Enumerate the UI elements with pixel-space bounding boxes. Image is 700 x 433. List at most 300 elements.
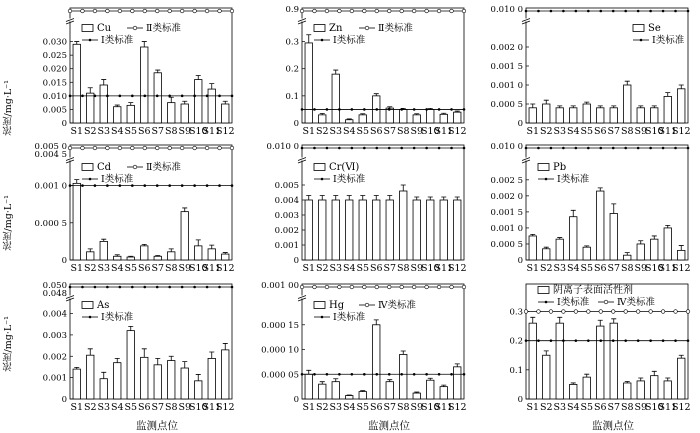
- standard-marker: [155, 146, 159, 150]
- x-axis-label-col-2: 监测点位: [368, 420, 410, 432]
- legend-marker: [640, 39, 643, 42]
- standard-marker: [437, 285, 441, 289]
- legend-bar-swatch: [314, 302, 325, 309]
- standard-line-1: [525, 339, 690, 342]
- error-bar-S12: [455, 197, 460, 200]
- bar-S1: [73, 44, 80, 123]
- error-bar-S6: [142, 42, 147, 47]
- standard-marker: [168, 146, 172, 150]
- standard-marker: [118, 9, 122, 13]
- standard-marker: [400, 285, 404, 289]
- bar-S2: [319, 200, 326, 260]
- error-bar-S9: [182, 208, 187, 212]
- y-tick-label-top: 0.010 0: [266, 142, 299, 152]
- standard-marker: [168, 184, 171, 187]
- x-tick-label: S9: [634, 402, 648, 413]
- bar-S3: [332, 382, 339, 399]
- standard-marker: [326, 147, 329, 150]
- error-bar-S10: [196, 240, 201, 246]
- error-bar-S9: [182, 101, 187, 104]
- bar-S3: [332, 200, 339, 260]
- error-bar-S10: [196, 374, 201, 380]
- bar-S3: [556, 323, 563, 399]
- y-tick-label: 0: [61, 256, 67, 266]
- x-tick-label: S4: [566, 263, 580, 274]
- legend-series-title: Zn: [329, 23, 343, 34]
- x-tick-label: S1: [526, 263, 540, 274]
- bar-S2: [319, 115, 326, 123]
- bar-S5: [359, 392, 366, 399]
- standard-marker: [193, 95, 196, 98]
- x-tick-label: S7: [607, 126, 621, 137]
- x-tick-label: S8: [620, 263, 634, 274]
- standard-marker: [624, 339, 627, 342]
- bar-S12: [454, 200, 461, 260]
- x-tick-label: S4: [342, 402, 356, 413]
- bar-S4: [346, 120, 353, 123]
- error-bar-S12: [679, 246, 684, 251]
- x-tick-label: S7: [151, 126, 165, 137]
- y-tick-label: 0.001: [42, 373, 67, 384]
- standard-marker: [301, 373, 304, 376]
- standard-marker: [143, 286, 146, 289]
- bar-S3: [332, 74, 339, 123]
- standard-marker: [231, 286, 234, 289]
- standard-marker: [325, 9, 329, 13]
- x-tick-label: S5: [356, 263, 370, 274]
- error-bar-S5: [128, 103, 133, 106]
- standard-marker: [587, 339, 590, 342]
- standard-marker: [624, 10, 627, 13]
- bar-S3: [100, 379, 107, 399]
- standard-marker: [119, 286, 122, 289]
- bar-S3: [556, 108, 563, 123]
- x-tick-label: S11: [434, 263, 454, 274]
- x-tick-label: S8: [620, 402, 634, 413]
- standard-marker: [661, 310, 665, 314]
- bar-S8: [624, 85, 631, 123]
- standard-line-1: [68, 9, 234, 13]
- error-bar-S3: [333, 379, 338, 382]
- chart-panel-2: [285, 5, 466, 137]
- legend-marker: [365, 26, 369, 30]
- standard-marker: [387, 285, 391, 289]
- bar-S11: [664, 381, 671, 399]
- standard-marker: [438, 147, 441, 150]
- standard-marker: [106, 95, 109, 98]
- standard-marker: [230, 9, 234, 13]
- x-tick-label: S9: [410, 402, 424, 413]
- standard-marker: [662, 147, 665, 150]
- legend-standard-label: Ⅱ类标准: [146, 162, 181, 173]
- bar-S4: [346, 200, 353, 260]
- standard-marker: [674, 339, 677, 342]
- standard-marker: [231, 184, 234, 187]
- bar-S2: [87, 355, 94, 399]
- bar-S11: [440, 387, 447, 399]
- standard-marker: [218, 95, 221, 98]
- standard-marker: [575, 147, 578, 150]
- bar-S4: [114, 256, 121, 260]
- error-bar-S8: [169, 249, 174, 252]
- x-tick-label: S3: [329, 402, 343, 413]
- standard-marker: [562, 310, 566, 314]
- standard-marker: [143, 184, 146, 187]
- x-tick-label: S11: [202, 402, 222, 413]
- legend-bar-swatch: [538, 287, 549, 294]
- standard-marker: [131, 95, 134, 98]
- standard-marker: [612, 339, 615, 342]
- error-bar-S11: [209, 245, 214, 249]
- x-tick-label: S2: [539, 126, 553, 137]
- standard-marker: [350, 9, 354, 13]
- standard-marker: [363, 9, 367, 13]
- legend-bar-swatch: [82, 25, 93, 32]
- standard-marker: [462, 285, 466, 289]
- chart-panel-4: [35, 142, 235, 274]
- bar-S7: [154, 73, 161, 123]
- x-tick-label: S2: [539, 402, 553, 413]
- x-tick-label: S7: [383, 126, 397, 137]
- bar-S9: [181, 104, 188, 123]
- x-tick-label: S8: [164, 402, 178, 413]
- y-tick-label-top: 0.010 0: [490, 142, 523, 152]
- bar-S1: [529, 108, 536, 123]
- standard-marker: [156, 184, 159, 187]
- standard-marker: [537, 147, 540, 150]
- bar-S2: [319, 384, 326, 399]
- x-tick-label: S3: [329, 263, 343, 274]
- y-tick-label-top: 0.010 0: [490, 5, 523, 15]
- legend-standard-label: Ⅰ类标准: [101, 312, 134, 323]
- y-tick-label: 0.002 0: [490, 43, 523, 53]
- y-tick-label: 0.000 5: [490, 239, 523, 250]
- chart-panel-1: [43, 8, 235, 137]
- error-bar-S7: [611, 319, 616, 323]
- standard-marker: [94, 184, 97, 187]
- standard-marker: [412, 9, 416, 13]
- y-axis-label-row-2: 浓度/mg·L⁻¹: [3, 195, 14, 251]
- legend: [82, 300, 134, 323]
- standard-marker: [636, 310, 640, 314]
- y-tick-label: 0.000 5: [490, 100, 523, 110]
- standard-marker: [388, 147, 391, 150]
- standard-marker: [143, 9, 147, 13]
- standard-marker: [94, 286, 97, 289]
- y-tick-label: 0.003: [274, 211, 299, 221]
- standard-marker: [611, 310, 615, 314]
- legend-marker: [321, 39, 324, 42]
- legend-bar-swatch: [82, 164, 93, 171]
- standard-marker: [206, 286, 209, 289]
- standard-marker: [301, 147, 304, 150]
- standard-marker: [131, 286, 134, 289]
- standard-marker: [69, 95, 72, 98]
- x-tick-label: S12: [447, 126, 467, 137]
- legend-standard-label: Ⅰ类标准: [101, 35, 134, 46]
- chart-panel-7: [43, 281, 235, 413]
- bar-S2: [87, 93, 94, 123]
- standard-marker: [375, 9, 379, 13]
- error-bar-S7: [155, 358, 160, 364]
- x-tick-label: S12: [447, 263, 467, 274]
- standard-marker: [326, 373, 329, 376]
- error-bar-S6: [598, 320, 603, 326]
- bar-S5: [359, 200, 366, 260]
- bar-S5: [583, 247, 590, 260]
- x-tick-label: S1: [70, 402, 84, 413]
- standard-marker: [550, 339, 553, 342]
- legend-marker: [321, 316, 324, 319]
- error-bar-S8: [401, 351, 406, 354]
- x-tick-label: S10: [644, 402, 664, 413]
- y-tick-label-top: 0.005 0: [34, 142, 67, 152]
- standard-marker: [168, 286, 171, 289]
- standard-marker: [363, 108, 366, 111]
- x-tick-label: S9: [178, 402, 192, 413]
- bar-S4: [114, 107, 121, 123]
- y-tick-label-top-2: 0.004 5: [34, 150, 67, 160]
- standard-marker: [338, 108, 341, 111]
- standard-marker: [649, 10, 652, 13]
- standard-marker: [180, 9, 184, 13]
- standard-marker: [687, 339, 690, 342]
- error-bar-S7: [611, 204, 616, 214]
- standard-marker: [450, 147, 453, 150]
- standard-line-1: [300, 9, 466, 13]
- x-tick-label: S5: [124, 402, 138, 413]
- x-tick-label: S6: [369, 263, 383, 274]
- bar-S7: [386, 382, 393, 399]
- error-bar-S2: [544, 100, 549, 104]
- standard-marker: [81, 146, 85, 150]
- standard-marker: [338, 9, 342, 13]
- standard-marker: [93, 9, 97, 13]
- standard-marker: [463, 147, 466, 150]
- standard-marker: [68, 146, 72, 150]
- standard-marker: [587, 10, 590, 13]
- legend: [82, 161, 181, 185]
- x-tick-label: S10: [188, 263, 208, 274]
- y-axis-label-row-3: 浓度/mg·L⁻¹: [3, 316, 14, 372]
- legend-marker: [89, 316, 92, 319]
- y-tick-label: 0.002: [274, 226, 299, 236]
- bar-S1: [305, 374, 312, 399]
- legend-marker: [604, 300, 608, 304]
- legend-standard-label: Ⅰ类标准: [101, 174, 134, 185]
- legend-standard-label: Ⅱ类标准: [378, 23, 413, 34]
- standard-marker: [300, 9, 304, 13]
- legend-standard-label: Ⅰ类标准: [652, 35, 685, 46]
- x-tick-label: S4: [566, 402, 580, 413]
- y-tick-label: 0.3: [285, 37, 299, 48]
- x-tick-label: S8: [164, 126, 178, 137]
- x-tick-label: S5: [124, 126, 138, 137]
- bar-S9: [637, 244, 644, 260]
- error-bar-S3: [101, 372, 106, 378]
- error-bar-S2: [544, 351, 549, 355]
- y-tick-label: 0.001 5: [490, 62, 523, 72]
- legend-bar-swatch: [314, 25, 325, 32]
- x-tick-label: S11: [658, 263, 678, 274]
- error-bar-S11: [441, 197, 446, 200]
- bar-S9: [181, 212, 188, 260]
- standard-marker: [351, 373, 354, 376]
- bar-S7: [154, 365, 161, 399]
- x-tick-label: S12: [671, 402, 691, 413]
- x-tick-label: S9: [634, 263, 648, 274]
- y-tick-label: 0.1: [285, 91, 299, 102]
- x-tick-label: S11: [434, 402, 454, 413]
- error-bar-S2: [320, 196, 325, 201]
- y-tick-label: 0.004: [274, 196, 299, 206]
- standard-marker: [549, 310, 553, 314]
- y-tick-label: 0.000 05: [261, 370, 299, 381]
- x-tick-label: S11: [658, 126, 678, 137]
- standard-marker: [300, 285, 304, 289]
- standard-marker: [537, 310, 541, 314]
- x-tick-label: S1: [302, 402, 316, 413]
- standard-marker: [375, 373, 378, 376]
- standard-marker: [686, 310, 690, 314]
- standard-marker: [143, 146, 147, 150]
- standard-marker: [218, 184, 221, 187]
- bar-S5: [359, 115, 366, 123]
- standard-marker: [193, 146, 197, 150]
- y-tick-label: 0.2: [285, 64, 299, 75]
- standard-marker: [181, 286, 184, 289]
- error-bar-S4: [571, 210, 576, 216]
- y-tick-label: 0.020: [42, 64, 67, 75]
- bar-S1: [73, 369, 80, 399]
- x-tick-label: S6: [369, 402, 383, 413]
- bar-S1: [529, 323, 536, 399]
- x-tick-label: S7: [607, 402, 621, 413]
- standard-marker: [230, 146, 234, 150]
- error-bar-S12: [223, 343, 228, 349]
- standard-marker: [537, 339, 540, 342]
- x-tick-label: S1: [70, 263, 84, 274]
- x-tick-label: S7: [383, 402, 397, 413]
- legend-marker: [365, 303, 369, 307]
- standard-marker: [106, 146, 110, 150]
- standard-marker: [313, 9, 317, 13]
- error-bar-S3: [333, 196, 338, 201]
- standard-marker: [375, 108, 378, 111]
- standard-marker: [400, 9, 404, 13]
- standard-marker: [599, 147, 602, 150]
- bar-S6: [597, 191, 604, 260]
- x-tick-label: S7: [383, 263, 397, 274]
- y-tick-label: 0: [517, 395, 523, 405]
- standard-marker: [313, 108, 316, 111]
- y-tick-label: 0.015: [42, 78, 67, 89]
- standard-marker: [637, 147, 640, 150]
- x-tick-label: S9: [410, 126, 424, 137]
- legend: [633, 23, 685, 46]
- bar-S9: [181, 368, 188, 399]
- y-tick-label: 0.003: [42, 330, 67, 341]
- error-bar-S1: [530, 104, 535, 108]
- standard-marker: [649, 339, 652, 342]
- bar-S9: [413, 200, 420, 260]
- bar-S6: [141, 47, 148, 123]
- standard-marker: [231, 95, 234, 98]
- standard-marker: [205, 9, 209, 13]
- legend-series-title: Cr(Ⅵ): [329, 162, 360, 173]
- x-tick-label: S4: [342, 263, 356, 274]
- y-tick-label: 0: [293, 395, 299, 405]
- bar-S10: [651, 376, 658, 399]
- x-tick-label: S4: [342, 126, 356, 137]
- x-tick-label: S1: [302, 126, 316, 137]
- y-tick-label-top-2: 0.048: [42, 289, 67, 299]
- standard-marker: [438, 373, 441, 376]
- error-bar-S9: [182, 362, 187, 368]
- chart-panel-9: [509, 283, 690, 413]
- bar-S9: [413, 393, 420, 399]
- error-bar-S5: [128, 326, 133, 330]
- bar-S2: [543, 249, 550, 260]
- standard-marker: [206, 95, 209, 98]
- standard-marker: [400, 373, 403, 376]
- x-tick-label: S2: [315, 263, 329, 274]
- standard-line-1: [68, 146, 234, 150]
- y-tick-label: 0.000 15: [261, 320, 299, 331]
- y-tick-label: 0: [293, 119, 299, 129]
- bar-S11: [664, 228, 671, 260]
- chart-panel-5: [267, 142, 467, 274]
- x-tick-label: S11: [434, 126, 454, 137]
- standard-marker: [81, 286, 84, 289]
- standard-marker: [193, 9, 197, 13]
- standard-marker: [68, 9, 72, 13]
- bar-S1: [305, 200, 312, 260]
- standard-marker: [363, 285, 367, 289]
- bar-S7: [154, 256, 161, 260]
- bar-S12: [222, 350, 229, 399]
- error-bar-S6: [142, 349, 147, 358]
- bar-S4: [570, 384, 577, 399]
- y-tick-label: 0.002 5: [490, 175, 523, 186]
- bar-S7: [386, 200, 393, 260]
- error-bar-S10: [652, 371, 657, 375]
- standard-marker: [218, 286, 221, 289]
- bar-S5: [583, 104, 590, 123]
- y-tick-label: 0.005: [274, 181, 299, 191]
- x-tick-label: S12: [671, 126, 691, 137]
- standard-marker: [674, 147, 677, 150]
- x-tick-label: S11: [202, 126, 222, 137]
- y-tick-label: 0.030: [42, 37, 67, 48]
- bar-S4: [346, 396, 353, 399]
- x-tick-label: S6: [369, 126, 383, 137]
- standard-line-1: [69, 286, 234, 289]
- standard-marker: [438, 108, 441, 111]
- standard-marker: [155, 9, 159, 13]
- standard-marker: [388, 108, 391, 111]
- standard-marker: [413, 373, 416, 376]
- error-bar-S2: [88, 249, 93, 252]
- standard-line-2: [524, 310, 690, 314]
- bar-S8: [168, 252, 175, 260]
- y-tick-label: 0: [61, 119, 67, 129]
- standard-marker: [180, 146, 184, 150]
- error-bar-S3: [557, 317, 562, 323]
- standard-marker: [325, 285, 329, 289]
- bar-S1: [73, 183, 80, 260]
- error-bar-S3: [101, 80, 106, 85]
